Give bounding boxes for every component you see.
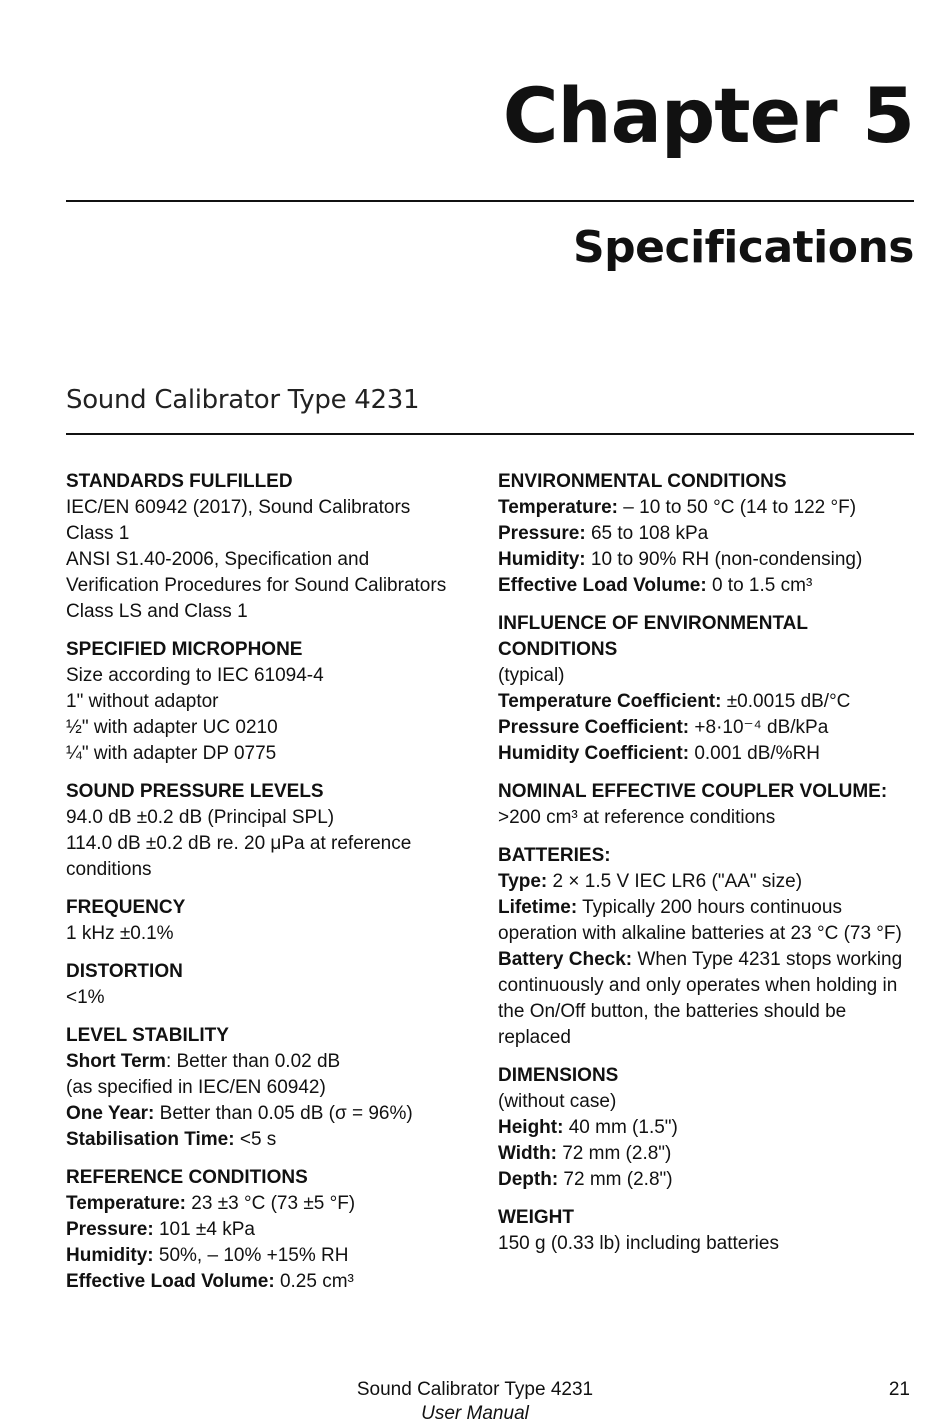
spec-line <box>498 1089 918 1115</box>
spec-line <box>66 1191 486 1217</box>
spec-section-title: REFERENCE CONDITIONS <box>66 1167 308 1188</box>
spec-value: +8·10⁻⁴ dB/kPa <box>689 717 829 738</box>
spec-line <box>498 495 918 521</box>
spec-label: Height: <box>498 1117 564 1138</box>
spec-value: >200 cm³ at reference conditions <box>498 807 776 828</box>
spec-section <box>498 779 918 831</box>
spec-line <box>498 1141 918 1167</box>
spec-section <box>498 469 918 599</box>
spec-section <box>66 1165 486 1295</box>
spec-label: Effective Load Volume: <box>498 575 707 596</box>
spec-line <box>66 495 486 521</box>
spec-value: ½" with adapter UC 0210 <box>66 717 278 738</box>
spec-section-title: ENVIRONMENTAL CONDITIONS <box>498 471 787 492</box>
spec-line <box>498 741 918 767</box>
spec-section-title: SOUND PRESSURE LEVELS <box>66 781 324 802</box>
spec-section-title: FREQUENCY <box>66 897 186 918</box>
spec-section <box>498 1205 918 1257</box>
spec-value: Typically 200 hours continuous operation with alkaline batteries at 23 °C (73 °F) <box>498 897 902 944</box>
spec-line <box>66 1049 486 1075</box>
spec-line <box>66 573 486 599</box>
spec-section <box>498 843 918 1051</box>
product-rule <box>66 433 914 435</box>
spec-label: Pressure: <box>498 523 586 544</box>
spec-value: IEC/EN 60942 (2017), Sound Calibrators <box>66 497 411 518</box>
spec-value: 2 × 1.5 V IEC LR6 ("AA" size) <box>547 871 803 892</box>
spec-section-title: LEVEL STABILITY <box>66 1025 229 1046</box>
spec-line <box>66 857 486 883</box>
spec-line <box>66 831 486 857</box>
spec-value: 23 ±3 °C (73 ±5 °F) <box>186 1193 356 1214</box>
footer-subtitle: User Manual <box>421 1403 529 1424</box>
spec-section <box>66 637 486 767</box>
footer-title: Sound Calibrator Type 4231 <box>356 1379 594 1400</box>
spec-value: <1% <box>66 987 105 1008</box>
spec-section-title: BATTERIES: <box>498 845 611 866</box>
spec-value: 65 to 108 kPa <box>585 523 709 544</box>
spec-value: 40 mm (1.5") <box>563 1117 678 1138</box>
spec-value: Class 1 <box>66 523 130 544</box>
spec-value: 0 to 1.5 cm³ <box>706 575 813 596</box>
spec-section <box>66 895 486 947</box>
spec-section-title: INFLUENCE OF ENVIRONMENTAL CONDITIONS <box>498 613 808 660</box>
spec-label: Humidity: <box>498 549 586 570</box>
spec-section <box>66 779 486 883</box>
spec-line <box>66 599 486 625</box>
spec-line <box>66 1217 486 1243</box>
spec-line <box>66 1127 486 1153</box>
left-column <box>66 469 486 1307</box>
spec-value: ANSI S1.40-2006, Specification and <box>66 549 370 570</box>
page-number: 21 <box>888 1379 910 1400</box>
spec-label: Short Term <box>66 1051 166 1072</box>
spec-line <box>66 521 486 547</box>
spec-section <box>66 959 486 1011</box>
spec-value: (without case) <box>498 1091 617 1112</box>
spec-section <box>66 469 486 625</box>
spec-label: Temperature: <box>66 1193 187 1214</box>
spec-line <box>66 1101 486 1127</box>
spec-line <box>498 1167 918 1193</box>
spec-value: 101 ±4 kPa <box>153 1219 255 1240</box>
spec-value: Size according to IEC 61094-4 <box>66 665 324 686</box>
spec-label: Effective Load Volume: <box>66 1271 275 1292</box>
spec-label: Stabilisation Time: <box>66 1129 235 1150</box>
section-title: Specifications <box>572 222 914 273</box>
spec-line <box>498 521 918 547</box>
spec-value: 72 mm (2.8") <box>556 1143 672 1164</box>
spec-section <box>498 611 918 767</box>
spec-value: Class LS and Class 1 <box>66 601 248 622</box>
spec-line <box>498 547 918 573</box>
product-heading: Sound Calibrator Type 4231 <box>66 385 420 415</box>
chapter-heading: Chapter 5 <box>502 71 914 160</box>
spec-value: 72 mm (2.8") <box>558 1169 673 1190</box>
chapter-rule <box>66 200 914 202</box>
spec-value: (typical) <box>498 665 565 686</box>
spec-value: – 10 to 50 °C (14 to 122 °F) <box>618 497 857 518</box>
spec-value: When Type 4231 stops working continuously and only operates when holding in the On/Off button, the batteries should be replaced <box>498 949 903 1048</box>
spec-value: 150 g (0.33 lb) including batteries <box>498 1233 779 1254</box>
spec-line <box>66 985 486 1011</box>
spec-label: Humidity Coefficient: <box>498 743 690 764</box>
spec-section-title: SPECIFIED MICROPHONE <box>66 639 303 660</box>
spec-line <box>66 921 486 947</box>
spec-label: Temperature: <box>498 497 619 518</box>
spec-value: ¼" with adapter DP 0775 <box>66 743 277 764</box>
spec-line <box>66 547 486 573</box>
spec-line <box>498 869 918 895</box>
spec-section-title: NOMINAL EFFECTIVE COUPLER VOLUME: <box>498 781 888 802</box>
spec-line <box>498 1231 918 1257</box>
spec-value: 1" without adaptor <box>66 691 219 712</box>
spec-line <box>498 1115 918 1141</box>
spec-value: 0.25 cm³ <box>274 1271 354 1292</box>
spec-line <box>66 689 486 715</box>
spec-line <box>498 663 918 689</box>
spec-line <box>498 689 918 715</box>
spec-line <box>498 715 918 741</box>
spec-line <box>498 805 918 831</box>
spec-line <box>66 715 486 741</box>
spec-value: conditions <box>66 859 152 880</box>
spec-line <box>66 1243 486 1269</box>
spec-label: Width: <box>498 1143 557 1164</box>
spec-value: 0.001 dB/%RH <box>689 743 821 764</box>
spec-value: Better than 0.05 dB (σ = 96%) <box>154 1103 413 1124</box>
spec-value: 1 kHz ±0.1% <box>66 923 174 944</box>
spec-line <box>66 663 486 689</box>
spec-section <box>66 1023 486 1153</box>
spec-value: ±0.0015 dB/°C <box>721 691 851 712</box>
spec-section <box>498 1063 918 1193</box>
spec-value: 10 to 90% RH (non-condensing) <box>585 549 863 570</box>
spec-label: Pressure: <box>66 1219 154 1240</box>
spec-label: One Year: <box>66 1103 155 1124</box>
spec-value: Verification Procedures for Sound Calibrators <box>66 575 447 596</box>
spec-value: 94.0 dB ±0.2 dB (Principal SPL) <box>66 807 335 828</box>
spec-value: 50%, – 10% +15% RH <box>153 1245 349 1266</box>
spec-label: Battery Check: <box>498 949 633 970</box>
spec-value: 114.0 dB ±0.2 dB re. 20 μPa at reference <box>66 833 412 854</box>
spec-value: (as specified in IEC/EN 60942) <box>66 1077 326 1098</box>
spec-line <box>498 895 918 947</box>
spec-label: Depth: <box>498 1169 559 1190</box>
spec-section-title: DISTORTION <box>66 961 183 982</box>
spec-line <box>66 741 486 767</box>
spec-label: Type: <box>498 871 548 892</box>
spec-section-title: STANDARDS FULFILLED <box>66 471 293 492</box>
spec-label: Lifetime: <box>498 897 578 918</box>
spec-label: Pressure Coefficient: <box>498 717 690 738</box>
spec-value: <5 s <box>234 1129 277 1150</box>
spec-line <box>66 1269 486 1295</box>
spec-section-title: DIMENSIONS <box>498 1065 619 1086</box>
spec-value: : Better than 0.02 dB <box>165 1051 341 1072</box>
spec-line <box>66 805 486 831</box>
spec-line <box>498 947 918 1051</box>
spec-section-title: WEIGHT <box>498 1207 574 1228</box>
right-column <box>498 469 918 1269</box>
spec-line <box>498 573 918 599</box>
spec-label: Temperature Coefficient: <box>498 691 722 712</box>
spec-label: Humidity: <box>66 1245 154 1266</box>
spec-line <box>66 1075 486 1101</box>
